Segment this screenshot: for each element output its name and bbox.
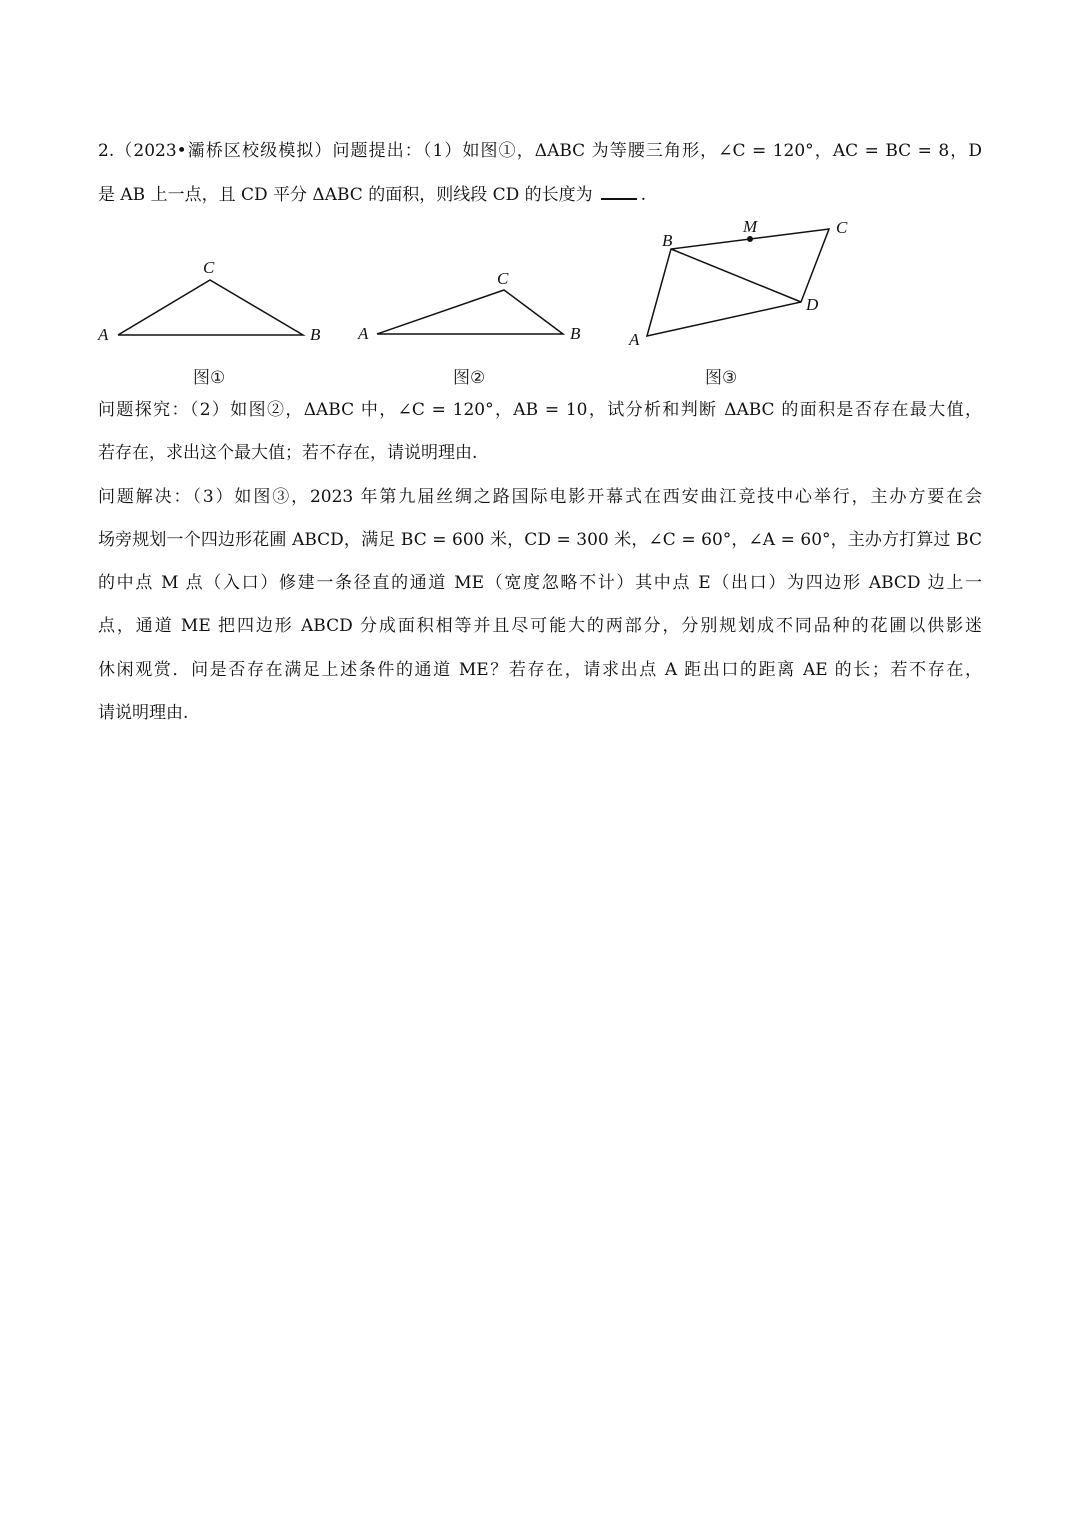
figure-2-triangle bbox=[357, 269, 581, 343]
fig3-label-a: A bbox=[629, 330, 640, 349]
fig2-caption: 图② bbox=[453, 368, 486, 388]
problem-line-1: 2.（2023•灞桥区校级模拟）问题提出：（1）如图①，ΔABC 为等腰三角形，∠C = 120°，AC = BC = 8，D bbox=[98, 141, 982, 161]
part3-line-6: 请说明理由. bbox=[98, 703, 189, 723]
fig3-label-d: D bbox=[806, 295, 819, 314]
figure-3-quadrilateral bbox=[628, 218, 848, 349]
answer-blank bbox=[601, 184, 637, 200]
fig2-label-c: C bbox=[497, 269, 509, 288]
fig3-point-m bbox=[747, 236, 753, 242]
part3-line-2: 场旁规划一个四边形花圃 ABCD，满足 BC = 600 米，CD = 300 米，∠C = 60°，∠A = 60°，主办方打算过 BC bbox=[98, 530, 982, 550]
problem-line-2-text: 是 AB 上一点，且 CD 平分 ΔABC 的面积，则线段 CD 的长度为 bbox=[98, 185, 593, 205]
figures-svg bbox=[0, 218, 1080, 393]
part3-line-4: 点，通道 ME 把四边形 ABCD 分成面积相等并且尽可能大的两部分，分别规划成不同品种的花圃以供影迷 bbox=[98, 616, 982, 636]
fig3-label-c: C bbox=[836, 218, 848, 237]
figure-1-triangle bbox=[97, 258, 321, 344]
fig2-triangle-edges bbox=[377, 290, 563, 334]
fig2-label-b: B bbox=[570, 324, 581, 343]
problem-line-2-end: . bbox=[640, 185, 647, 205]
problem-line-2 bbox=[98, 183, 982, 207]
part3-line-5: 休闲观赏．问是否存在满足上述条件的通道 ME？若存在，请求出点 A 距出口的距离 AE 的长；若不存在， bbox=[98, 660, 982, 680]
fig3-caption: 图③ bbox=[705, 368, 738, 388]
part2-line-1: 问题探究：（2）如图②，ΔABC 中，∠C = 120°，AB = 10，试分析和判断 ΔABC 的面积是否存在最大值， bbox=[98, 400, 982, 420]
fig1-triangle-edges bbox=[118, 280, 303, 335]
part2-line-2: 若存在，求出这个最大值；若不存在，请说明理由. bbox=[98, 443, 478, 463]
fig1-label-b: B bbox=[310, 325, 321, 344]
fig3-label-b: B bbox=[662, 231, 673, 250]
fig1-label-a: A bbox=[98, 325, 109, 344]
fig3-diagonal-bd bbox=[671, 249, 801, 302]
part3-line-3: 的中点 M 点（入口）修建一条径直的通道 ME（宽度忽略不计）其中点 E（出口）为四边形 ABCD 边上一 bbox=[98, 573, 982, 593]
fig1-caption: 图① bbox=[193, 368, 226, 388]
part3-line-1: 问题解决：（3）如图③，2023 年第九届丝绸之路国际电影开幕式在西安曲江竞技中心举行，主办方要在会 bbox=[98, 487, 982, 507]
fig2-label-a: A bbox=[358, 324, 369, 343]
fig3-quad-edges bbox=[647, 229, 829, 336]
fig1-label-c: C bbox=[203, 258, 215, 277]
fig3-label-m: M bbox=[743, 218, 758, 236]
figures-row bbox=[0, 218, 1080, 393]
